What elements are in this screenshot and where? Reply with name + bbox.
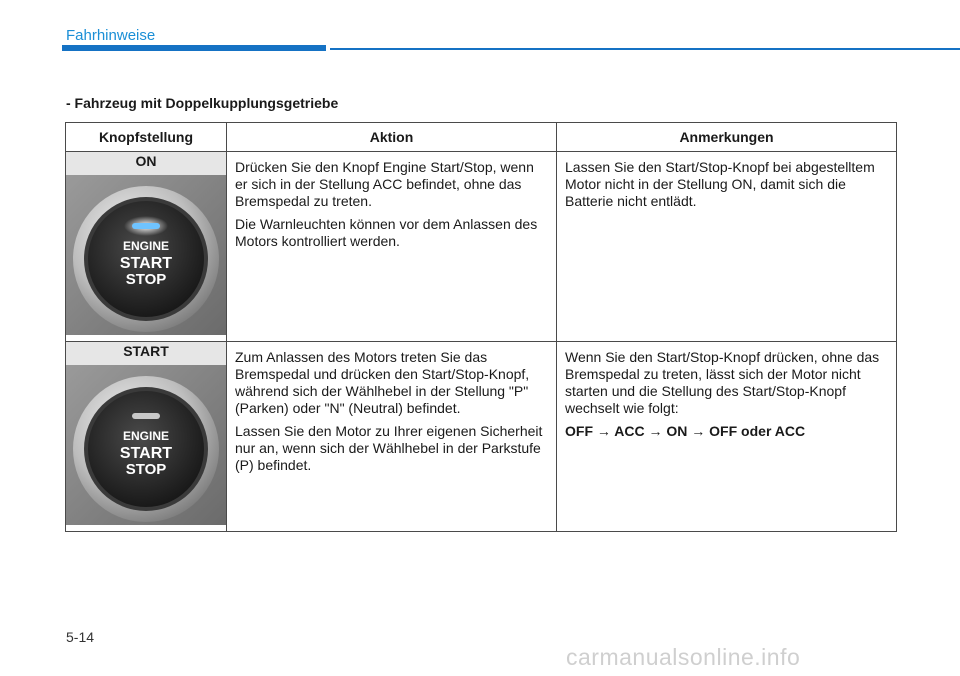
- button-text-engine: ENGINE: [122, 429, 170, 443]
- position-cell: [66, 152, 227, 342]
- sequence-step: OFF: [565, 423, 593, 439]
- action-text: Zum Anlassen des Motors treten Sie das Bremspedal und drücken den Start/Stop-Knopf, während sich der Wählhebel in der Stellung "P" (Parken) oder "N" (Neutral) befindet.: [235, 349, 530, 416]
- button-text-stop: STOP: [125, 271, 167, 288]
- sequence-step: ON: [666, 423, 688, 439]
- position-label: START: [66, 342, 226, 365]
- start-stop-table: [65, 122, 897, 532]
- sequence-step: ACC: [614, 423, 645, 439]
- notes-cell: [557, 342, 897, 532]
- column-header-action: Aktion: [227, 123, 557, 152]
- arrow-right-icon: →: [691, 423, 706, 439]
- button-text-stop: STOP: [125, 461, 167, 478]
- table-row: [66, 152, 897, 342]
- column-header-notes: Anmerkungen: [557, 123, 897, 152]
- button-text-engine: ENGINE: [122, 239, 170, 253]
- button-text-start: START: [119, 255, 173, 272]
- notes-text: Wenn Sie den Start/Stop-Knopf drücken, ohne das Bremspedal zu treten, lässt sich der Motor nicht starten und die Stellung des Start/Stop-Knopf wechselt wie folgt:: [565, 349, 880, 416]
- header-title: Fahrhinweise: [66, 27, 156, 44]
- indicator-light: [132, 413, 160, 419]
- sequence-step: OFF oder ACC: [709, 423, 806, 439]
- notes-cell: [557, 152, 897, 342]
- engine-start-stop-button-icon: [66, 175, 226, 335]
- table-row: [66, 342, 897, 532]
- indicator-light: [132, 223, 160, 229]
- position-cell: [66, 342, 227, 532]
- page-number: 5-14: [66, 629, 95, 645]
- action-text: Die Warnleuchten können vor dem Anlassen des Motors kontrolliert werden.: [235, 216, 538, 249]
- position-label: ON: [66, 152, 226, 175]
- arrow-right-icon: →: [648, 423, 663, 439]
- section-title: - Fahrzeug mit Doppelkupplungsgetriebe: [66, 95, 339, 111]
- notes-text: Lassen Sie den Start/Stop-Knopf bei abgestelltem Motor nicht in der Stellung ON, damit sich die Batterie nicht entlädt.: [565, 159, 875, 209]
- arrow-right-icon: →: [596, 423, 611, 439]
- action-text: Drücken Sie den Knopf Engine Start/Stop, wenn er sich in der Stellung ACC befindet, ohne das Bremspedal zu treten.: [235, 159, 534, 209]
- header-bar-thin: [330, 48, 960, 50]
- button-text-start: START: [119, 445, 173, 462]
- column-header-position: Knopfstellung: [66, 123, 227, 152]
- state-sequence: [565, 423, 888, 440]
- action-cell: [227, 152, 557, 342]
- engine-start-stop-button-icon: [66, 365, 226, 525]
- action-cell: [227, 342, 557, 532]
- watermark: carmanualsonline.info: [566, 644, 801, 670]
- action-text: Lassen Sie den Motor zu Ihrer eigenen Sicherheit nur an, wenn sich der Wählhebel in der Parkstufe (P) befindet.: [235, 423, 543, 473]
- table-header-row: [66, 123, 897, 152]
- header-bar-thick: [62, 45, 326, 51]
